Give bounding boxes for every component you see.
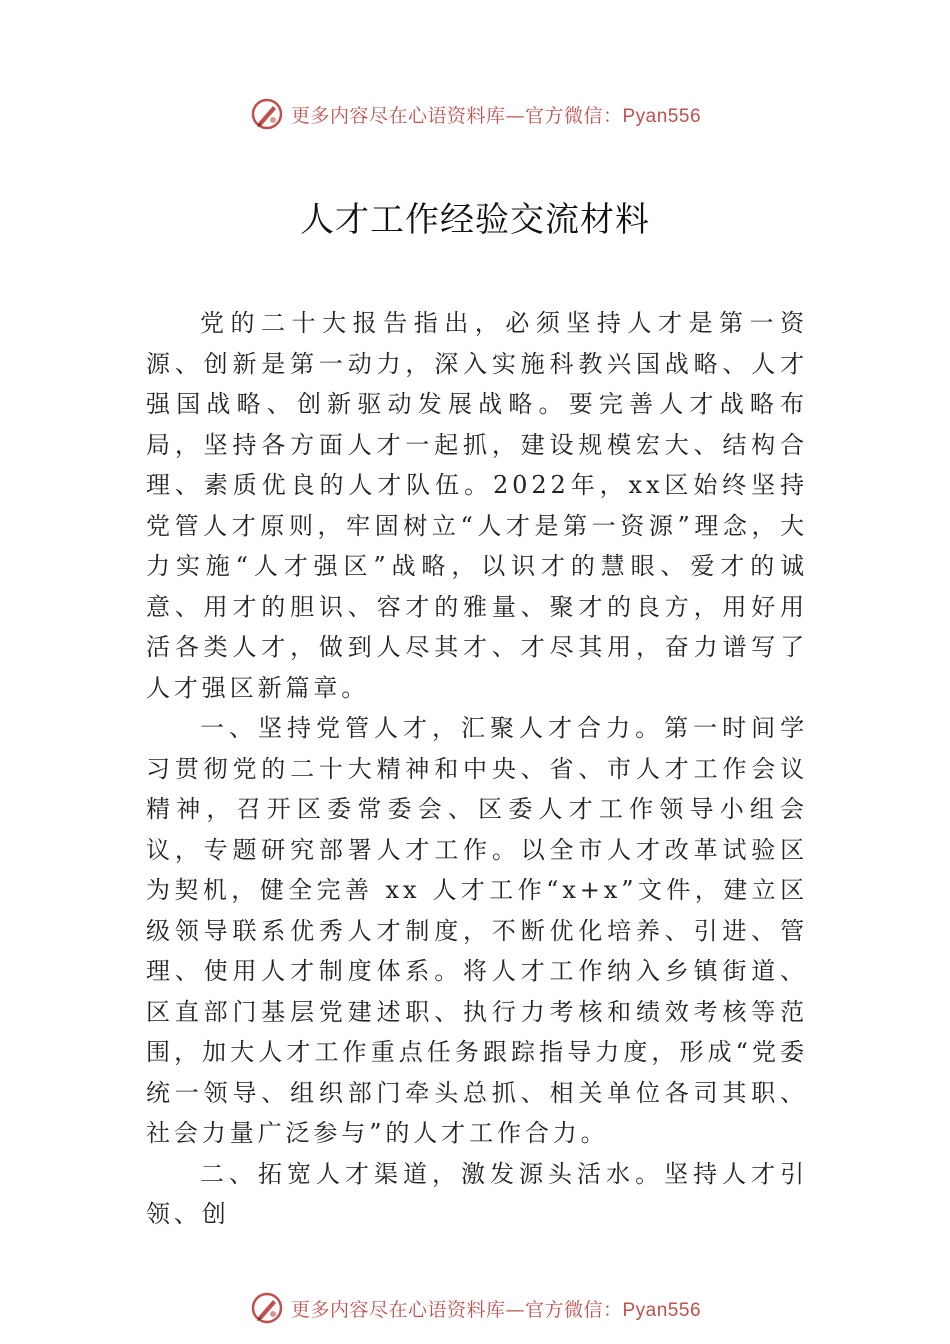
paragraph-section-one: 一、坚持党管人才，汇聚人才合力。第一时间学习贯彻党的二十大精神和中央、省、市人才工作会议精神，召开区委常委会、区委人才工作领导小组会议，专题研究部署人才工作。以全市人才改革试验区为契机，健全完善 xx 人才工作“x+x”文件，建立区级领导联系优秀人才制度，不断优化培养、引进、管理、使用人才制度体系。将人才工作纳入乡镇街道、区直部门基层党建述职、执行力考核和绩效考核等范围，加大人才工作重点任务跟踪指导力度，形成“党委统一领导、组织部门牵头总抓、相关单位各司其职、社会力量广泛参与”的人才工作合力。: [146, 714, 808, 1147]
banner-wechat-label: 官方微信：: [524, 104, 623, 127]
pen-logo-icon: [249, 1290, 285, 1326]
document-body: [146, 303, 808, 1235]
footer-banner-text: [291, 1295, 701, 1322]
banner-dash: —: [505, 104, 525, 127]
banner-main-text: 更多内容尽在心语资料库: [290, 1298, 506, 1321]
paragraph-intro: 党的二十大报告指出，必须坚持人才是第一资源、创新是第一动力，深入实施科教兴国战略、人才强国战略、创新驱动发展战略。要完善人才战略布局，坚持各方面人才一起抓，建设规模宏大、结构合理、素质优良的人才队伍。2022年，xx区始终坚持党管人才原则，牢固树立“人才是第一资源”理念，大力实施“人才强区”战略，以识才的慧眼、爱才的诚意、用才的胆识、容才的雅量、聚才的良方，用好用 活各类人才，做到人尽其才、才尽其用，奋力谱写了人才强区新篇章。: [146, 309, 808, 702]
document-title: 人才工作经验交流材料: [300, 200, 650, 240]
header-banner: [0, 94, 950, 134]
footer-banner: [0, 1288, 950, 1328]
banner-wechat-id: Pyan556: [622, 1299, 702, 1321]
banner-main-text: 更多内容尽在心语资料库: [290, 104, 506, 127]
pen-logo-icon: [249, 96, 285, 132]
banner-wechat-label: 官方微信：: [524, 1298, 623, 1321]
header-banner-text: [291, 101, 701, 128]
banner-dash: —: [505, 1298, 525, 1321]
paragraph-section-two: 二、拓宽人才渠道，激发源头活水。坚持人才引领、创: [146, 1159, 808, 1228]
banner-wechat-id: Pyan556: [622, 105, 702, 127]
